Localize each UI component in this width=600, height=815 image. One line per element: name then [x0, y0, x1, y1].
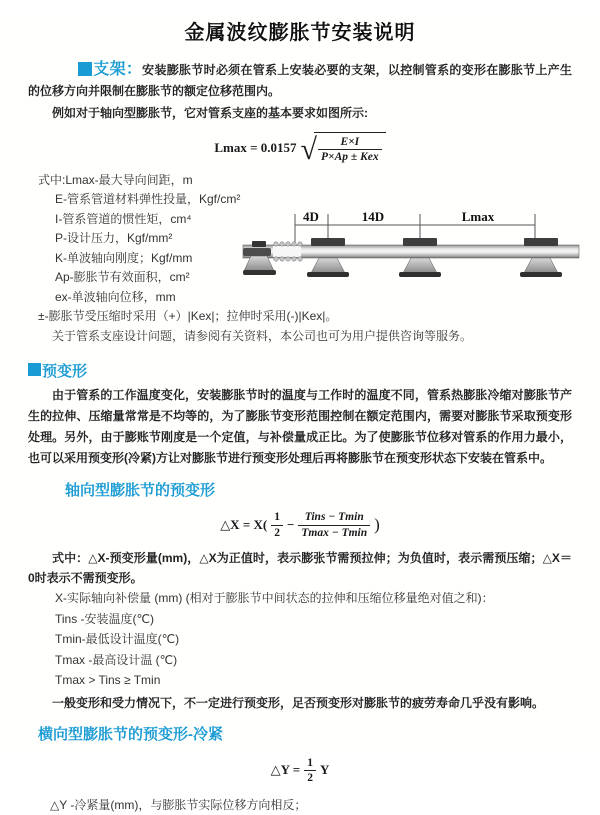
- lateral-subheading: 横向型膨胀节的预变形-冷紧: [38, 725, 223, 743]
- document-page: [0, 16, 600, 813]
- definition-line: ±-膨胀节受压缩时采用（+）|Kex|；拉伸时采用(-)|Kex|。: [38, 309, 338, 324]
- sqrt-sign-icon: √: [300, 132, 318, 166]
- definition-line: 式中:Lmax-最大导向间距，m: [38, 172, 193, 187]
- support-section-heading: 支架：: [93, 61, 143, 78]
- fraction-half: [304, 756, 316, 786]
- formula-x-lhs: △X = X(: [220, 517, 268, 533]
- support-intro-paragraph: [28, 59, 572, 102]
- definition-line: ex-单波轴向位移，mm: [55, 289, 176, 304]
- axial-subheading: 轴向型膨胀节的预变形: [65, 482, 216, 500]
- variable-line: Tmax > Tins ≥ Tmin: [55, 673, 161, 687]
- formula-y-lhs: △Y =: [270, 762, 301, 778]
- formula-y-rhs: Y: [319, 762, 330, 778]
- fraction-numerator: 1: [304, 756, 316, 771]
- fraction-denominator: Tmax − Tmin: [301, 526, 368, 539]
- support-closing-line: 关于管系支座设计问题，请参阅有关资料，本公司也可为用户提供咨询等服务。: [52, 328, 473, 343]
- predeform-paragraph: 由于管系的工作温度变化，安装膨胀节时的温度与工作时的温度不同，管系热膨胀冷缩对膨胀节产生的拉伸、压缩量常常是不均等的，为了膨胀节变形范围控制在额定范围内，需要对膨胀节采取预变形处理。另外，由于膨账节刚度是一个定值，与补偿量成正比。为了使膨胀节位移对管系的作用力最小，也可以采用预变形(冷紧)方让对膨胀节进行预变形处理后再将膨胀节在预变形状态下安装在管系中。: [28, 388, 572, 466]
- page-title: 金属波纹膨胀节安装说明: [184, 22, 416, 44]
- fraction-denominator: 2: [307, 771, 313, 784]
- variable-line: X-实际轴向补偿量 (mm) (相对于膨胀节中间状态的拉伸和压缩位移量绝对值之和)：: [55, 591, 494, 605]
- lateral-note-line: △Y -冷紧量(mm)，与膨胀节实际位移方向相反；: [50, 798, 307, 813]
- fraction-temperature: [298, 510, 370, 540]
- dim-label-4d: 4D: [303, 209, 319, 224]
- fraction-half: [271, 510, 283, 540]
- axial-general-note: 一般变形和受力情况下，不一定进行预变形，足否预变形对膨胀节的疲劳寿命几乎没有影响。: [52, 695, 545, 710]
- variable-line: Tmax -最高设计温 (℃): [55, 652, 178, 667]
- bellows-body: [273, 246, 301, 257]
- definition-line: P-设计压力，Kgf/mm²: [55, 231, 173, 246]
- closing-paren: ): [374, 515, 380, 535]
- definition-line: E-管系管道材料弹性投量，Kgf/cm²: [55, 192, 241, 207]
- formula-delta-y: [0, 756, 600, 786]
- definition-line: K-单波轴向刚度；Kgf/mm: [55, 250, 193, 265]
- minus-sign: −: [286, 517, 295, 533]
- support-intro-text: 安装膨胀节时必须在管系上安装必要的支架，以控制管系的变形在膨胀节上产生的位移方向并限制在膨胀节的额定位移范围内。: [28, 63, 572, 98]
- pipe-support-diagram: [243, 207, 595, 303]
- formula-lmax-lhs: Lmax = 0.0157: [214, 140, 297, 156]
- variable-line: Tins -安装温度(℃): [55, 611, 155, 626]
- radical-expression: [301, 132, 386, 165]
- formula-lmax: [0, 132, 600, 165]
- dim-label-14d: 14D: [361, 209, 385, 224]
- definition-line: Ap-膨胀节有效面积，cm²: [55, 270, 190, 285]
- section-marker-square-icon: [28, 363, 41, 376]
- formula-delta-x: [0, 510, 600, 540]
- axial-note-paragraph: 式中：△X-预变形量(mm)，△X为正值时，表示膨张节需预拉伸；为负值时，表示需预压缩；△X＝0时表示不需预变形。: [28, 551, 572, 585]
- fraction-numerator: Tins − Tmin: [298, 510, 370, 525]
- support-example-line: 例如对于轴向型膨胀节，它对管系支座的基本要求如图所示:: [52, 106, 368, 120]
- definition-line: I-管系管道的惯性矩，cm⁴: [55, 211, 192, 226]
- dim-label-lmax: Lmax: [461, 209, 495, 224]
- variable-line: Tmin-最低设计温度(℃): [55, 632, 180, 646]
- predeform-heading: 预变形: [42, 363, 88, 381]
- fraction-denominator: 2: [274, 526, 280, 539]
- fraction-numerator: 1: [271, 510, 283, 525]
- axial-variable-list: [0, 588, 600, 713]
- fraction-denominator: P×Ap ± Kex: [321, 151, 379, 164]
- predeform-section-header: [28, 360, 600, 381]
- fraction: [318, 135, 382, 165]
- radical-body: [314, 132, 386, 165]
- section-marker-square-icon: [78, 62, 92, 76]
- pipe-diagram-svg: [243, 207, 595, 303]
- fraction-numerator: E×I: [318, 135, 382, 150]
